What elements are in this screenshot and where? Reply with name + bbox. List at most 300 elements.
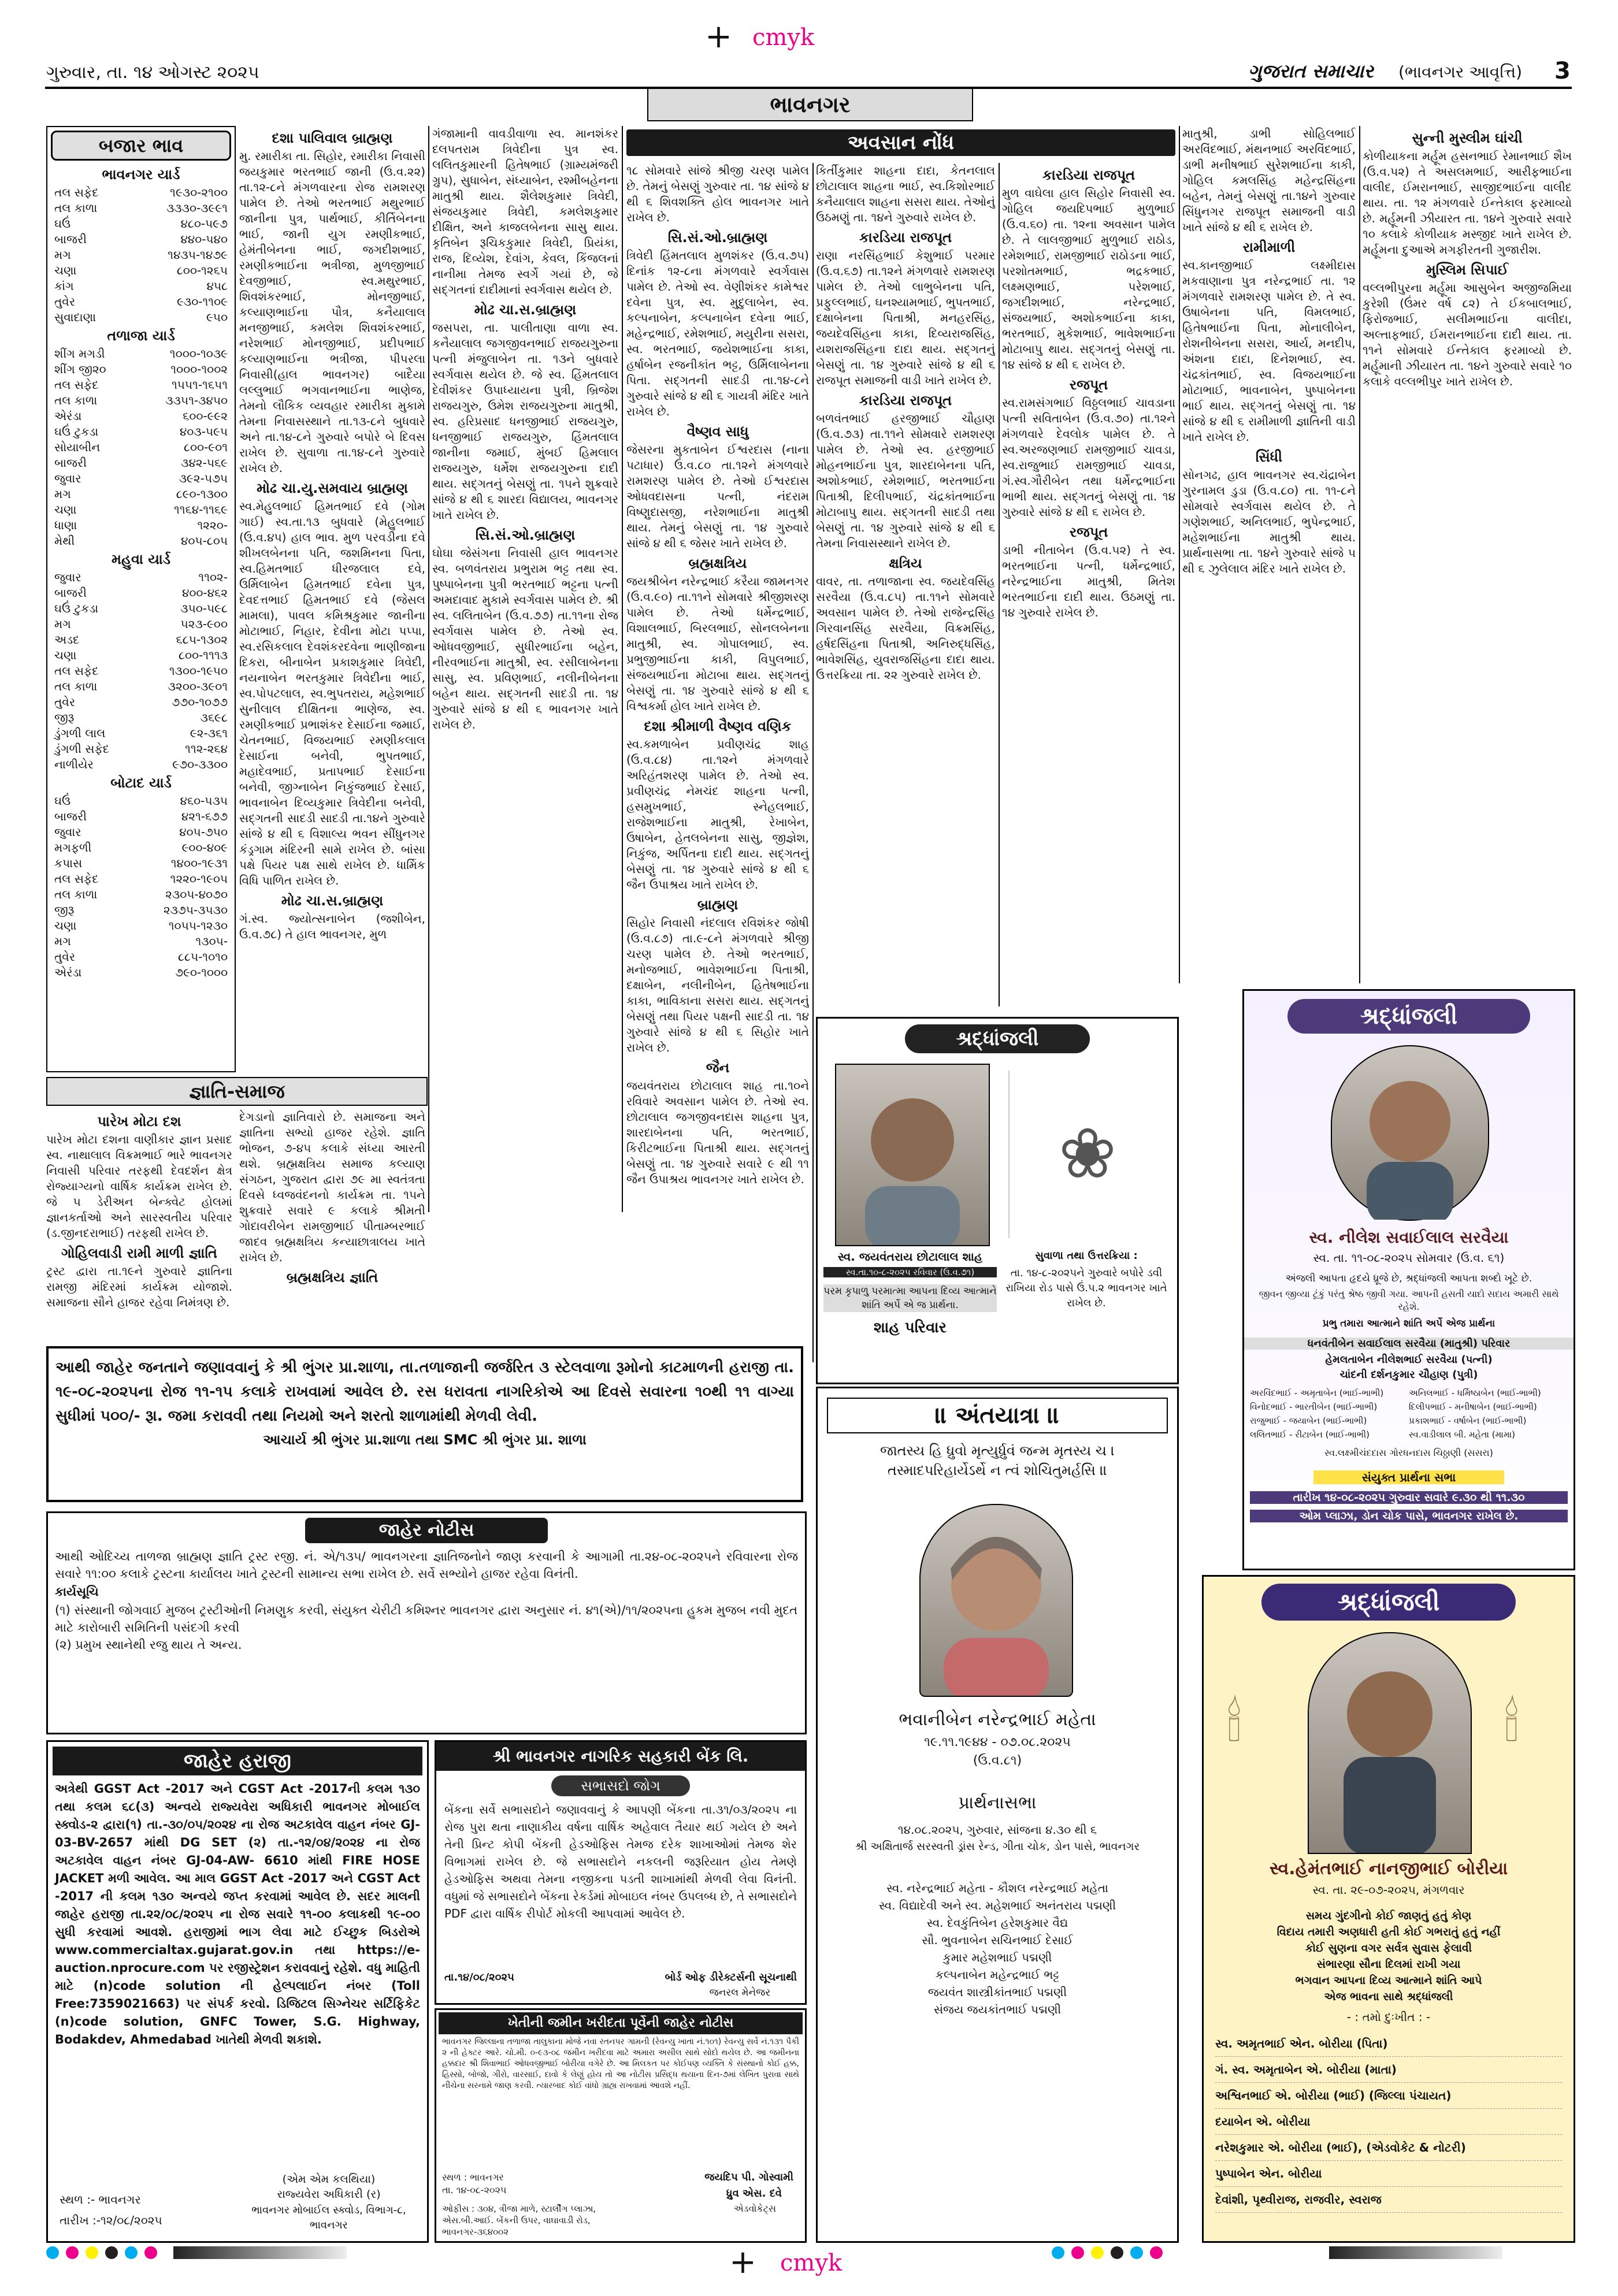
market-group-heading: તળાજા યાર્ડ bbox=[107, 328, 175, 344]
paper-name: ગુજરાત સમાચાર bbox=[1248, 60, 1374, 82]
antyatra-age: (ઉ.વ.૮૧) bbox=[973, 1753, 1022, 1768]
shraddhanjali-3-verse-6: એજ ભાવના સાથે શ્રદ્ધાંજલી bbox=[1324, 1990, 1453, 2003]
land-advocates-role: એડવોકેટ્સ bbox=[733, 2203, 776, 2214]
edition-label: (ભાવનગર આવૃત્તિ) bbox=[1398, 62, 1523, 81]
shraddhanjali-2-prayer-place: ઓમ પ્લાઝા, ડોન ચોક પાસે, ભાવનગર રાખેલ છે. bbox=[1250, 1510, 1568, 1522]
obituary-entry: વાવર, તા. તળાજાના સ્વ. જયદેવસિંહ સરવૈયા (ઉ.વ.૮૫) તા.૧૧ને સોમવારે અવસાન પામેલ છે. તેઓ રાજેન્દ્રસિંહ ગિરવાનસિંહ સરવૈયા, વિક્રમસિંહ, હર્ષદસિંહના પિતાશ્રી, અનિરુદ્ધસિંહ, ભાવેશસિંહ, યુવરાજસિંહના દાદા થાય. ઉત્તરક્રિયા તા. ૨૨ ગુરુવારે રાખેલ છે. bbox=[816, 574, 995, 682]
auction-place: સ્થળ :- ભાવનગર bbox=[60, 2193, 141, 2206]
commodity-price: ૧૪૩૫-૧૪૭૯ bbox=[168, 248, 228, 262]
antyatra-family-member: સ્વ. નરેન્દ્રભાઈ મહેતા - કૌશલ નરેન્દ્રભાઈ મહેતા bbox=[886, 1881, 1108, 1895]
shraddhanjali-1-details: તા. ૧૪-૮-૨૦૨૫ને ગુરુવારે બપોરે ડવી રાખિયા રોડ પાસે ઉં.૫.૨ ભાવનગર ખાતે રાખેલ છે. bbox=[1005, 1267, 1167, 1309]
market-row bbox=[51, 424, 231, 440]
market-row bbox=[51, 824, 231, 840]
obituary-entry: બળવંતભાઈ હરજીભાઈ ચૌહાણ (ઉ.વ.૭૩) તા.૧૧ને સોમવારે રામશરણ પામેલ છે. તેઓ સ્વ. હરજીભાઈ મોહનભાઈના પુત્ર, શારદાબેનના પતિ, અશોકભાઈ, રમેશભાઈ, ભરતભાઈના પિતાશ્રી, દિલીપભાઈ, ચંદ્રકાંતભાઈના મોટાબાપુ થાય. સદ્ગતની સાદડી તથા બેસણું તા. ૧૪ ગુરુવારે સાંજે ૪ થી ૬ તેમના નિવાસસ્થાને રાખેલ છે. bbox=[816, 411, 995, 550]
commodity-name: કાંગ bbox=[54, 279, 74, 293]
registration-dot bbox=[1091, 2246, 1104, 2259]
bank-signer: બોર્ડ ઓફ ડીરેક્ટર્સની સૂચનાથી bbox=[665, 1971, 797, 1983]
registration-gray-bar bbox=[1329, 2246, 1502, 2259]
registration-dot bbox=[1111, 2246, 1123, 2259]
page-title-text: ભાવનગર bbox=[770, 92, 851, 117]
market-table bbox=[51, 346, 231, 549]
antyatra-prayer-title: પ્રાર્થનાસભા bbox=[958, 1793, 1037, 1813]
registration-dot bbox=[46, 2246, 59, 2259]
col-divider bbox=[428, 126, 429, 1212]
commodity-name: સુવાદાણા bbox=[54, 310, 96, 324]
shraddhanjali-2-relatives bbox=[1250, 1386, 1568, 1441]
incense-icon: 🕯 bbox=[1504, 1692, 1519, 1753]
page-title bbox=[647, 89, 973, 121]
commodity-price: ૪૫૮ bbox=[206, 279, 228, 293]
market-row bbox=[51, 965, 231, 980]
market-row bbox=[51, 741, 231, 757]
obituary-entry: જયવંતરાય છોટાલાલ શાહ તા.૧૦ને રવિવારે અવસાન પામેલ છે. તેઓ સ્વ. છોટાલાલ જગજીવનદાસ શાહના પુત્ર, શારદાબેનના પતિ, ભરતભાઈ, કિરીટભાઈના પિતાશ્રી થાય. સદ્ગતનું બેસણું તા. ૧૪ ગુરુવારે સવારે ૯ થી ૧૧ જૈન ઉપાશ્રય ભાવનગર ખાતે રાખેલ છે. bbox=[626, 1079, 809, 1186]
market-row bbox=[51, 502, 231, 518]
commodity-name: તલ કાળા bbox=[54, 201, 98, 215]
obituary-entry: જેસરના મુકતાબેન ઈશ્વરદાસ (નાના પટાધાર) ઉં.વ.૮૦ તા.૧૨ને મંગળવારે રામશરણ પામેલ છે. તેઓ ઈશ્વરદાસ ઓધવદાસના પત્ની, નંદરામ વિષ્ણુદાસજી, નરેશભાઈના માતુશ્રી થાય. તેમનું બેસણું તા. ૧૪ ગુરુવારે સાંજે ૪ થી ૬ જેસર ખાતે રાખેલ છે. bbox=[626, 443, 809, 550]
antyatra-box bbox=[816, 1387, 1179, 2243]
obituary-entry: ત્રિવેદી હિંમતલાલ મુળશંકર (ઉ.વ.૭૫) દિનાંક ૧૨-૮ના મંગળવારે સ્વર્ગવાસ પામેલ છે. તેઓ સ્વ. વેણીશંકર કામેશ્વર દવેના પુત્ર, સ્વ. મુદુલાબેન, સ્વ. કલ્પનાબેન, કલ્પનાબેન દવેના ભાઈ, મહેન્દ્રભાઈ, રમેશભાઈ, મયુરીના સસરા, સ્વ. ભરતભાઈ, જયેશભાઈના કાકા, હર્ષાબેન રજનીકાંત ભટ્ટ, ઉર્મિલાબેનના પિતા. સદ્ગતની સાદડી તા.૧૪-૮ને ગુરુવારે સાંજે ૪ થી ૬ ગાયત્રી મંદિર ખાતે રાખેલ છે. bbox=[626, 248, 809, 418]
land-text: ભાવનગર જિલ્લાના તળાજા તાલુકાના મોજે નવા રતનપર ગામની (રેવન્યુ ખાતા નં.૧૦૧) રેવન્યુ સર્વે નં.૧૩૧ પૈકી ૨ ની હેક્ટર આરે. ચો.મી. ૦-૯૩-૦૮ જમીન ખરીદવા માટે અમારા અસીલ સાથે સોદો થયેલ છે. આ જમીનના હક્કદાર શ્રી શિવાભાઈ ઓધવજીભાઈ બોરીયા વગેરે છે. આ મિલકત પર કોઈપણ વ્યક્તિ કે સંસ્થાનો કોઈ હક્ક, હિસ્સો, બોજો, ગીરો, વારસાઈ, દાવો કે લેણું હોય તો આ નોટીસ પ્રસિદ્ધ થયાના દિન-૭માં લેખિત પુરાવા સાથે નીચેના સરનામે જાણ કરવી. ત્યારબાદ કોઈ વાંધો ગ્રાહ્ય રાખવામાં આવશે નહીં. bbox=[442, 2037, 799, 2090]
shraddhanjali-2-wife: હેમલતાબેન નીલેશભાઈ સરવૈયા (પત્ની) bbox=[1325, 1354, 1493, 1366]
obituary-heading: રજપૂત bbox=[1069, 524, 1108, 540]
market-row bbox=[51, 263, 231, 278]
commodity-price: ૯૭૦-૩૩૦૦ bbox=[172, 757, 228, 771]
agenda-item: (૧) સંસ્થાની જોગવાઈ મુજબ ટ્રસ્ટીઓની નિમણુક કરવી, સંયુક્ત ચેરીટી કમિશ્નર ભાવનગર દ્વારા અનુસાર નં. ૪૧(એ)/૧૧/૨૦૨૫ના હુકમ મુજબ નવી મુદત માટે કારોબારી સમિતિની પસંદગી કરવી bbox=[55, 1603, 798, 1634]
commodity-name: તલ કાળા bbox=[54, 887, 98, 901]
commodity-price: ૧૪૦૦-૧૯૩૧ bbox=[170, 856, 228, 870]
market-group-heading: ભાવનગર યાર્ડ bbox=[102, 166, 180, 183]
obituary-column-c bbox=[1002, 163, 1175, 1006]
bank-sub bbox=[551, 1775, 690, 1796]
shraddhanjali-2-family-head: ધનવંતીબેન સવાઈલાલ સરવૈયા (માતુશ્રી) પરિવાર bbox=[1244, 1338, 1574, 1350]
col-divider bbox=[812, 163, 814, 1362]
obituary-entry: મુળ વાઘેલા હાલ સિહોર નિવાસી સ્વ. ગોહિલ જયદિપભાઈ મુળુભાઈ (ઉ.વ.૬૦) તા. ૧૨ના અવસાન પામેલ છે. તે લાલજીભાઈ મુળુભાઈ રાઠોડ, રમેશભાઈ, રામજીભાઈ રાઠોડના ભાઈ, પરશોતમભાઈ, ભદ્રકભાઈ, લક્ષ્મણભાઈ, પરેશભાઈ, જગદીશભાઈ, નરેન્દ્રભાઈ, સંજયભાઈ, અશોકભાઈના કાકા, ભરતભાઈ, મુકેશભાઈ, ભાવેશભાઈના મોટાબાપુ થાય. સદ્ગતનું બેસણું તા. ૧૪ સાંજે ૪ થી ૬ રાખેલ છે. bbox=[1002, 186, 1175, 371]
obituary-heading: વૈષ્ણવ સાધુ bbox=[686, 423, 749, 440]
relative-entry: અનિલભાઈ - ધર્મિષ્ઠાબેન (ભાઈ-ભાભી) bbox=[1409, 1388, 1541, 1398]
gnati-heading-2: ગોહિલવાડી રામી માળી જ્ઞાતિ bbox=[61, 1245, 217, 1261]
shraddhanjali-3-dates: સ્વ. તા. ૨૯-૦૭-૨૦૨૫, મંગળવાર bbox=[1312, 1883, 1465, 1897]
page-number: 3 bbox=[1554, 58, 1571, 84]
auction-date: તારીખ :-૧૨/૦૮/૨૦૨૫ bbox=[60, 2213, 162, 2227]
portrait-man-icon bbox=[1332, 1046, 1488, 1220]
shraddhanjali-2-inlaws: સ્વ.લક્ષ્મીચંદદાસ ગોરધનદાસ ચિઠ્ઠાણી (સસરા) bbox=[1324, 1447, 1493, 1458]
commodity-name: શીંગ જી૨૦ bbox=[54, 362, 106, 376]
shraddhanjali-box-3 bbox=[1202, 1575, 1575, 2243]
commodity-price: ૩૫૦-૫૯૮ bbox=[180, 601, 228, 615]
col-divider bbox=[1359, 126, 1360, 983]
family-member: દેવાંશી, પૃથ્વીરાજ, રાજવીર, સ્વરાજ bbox=[1215, 2187, 1562, 2213]
market-row bbox=[51, 918, 231, 934]
obituary-heading: કારડિયા રાજપૂત bbox=[1042, 167, 1135, 183]
market-row bbox=[51, 294, 231, 310]
commodity-name: એરંડા bbox=[54, 409, 82, 423]
market-row bbox=[51, 887, 231, 902]
market-title bbox=[51, 131, 231, 161]
family-member: સ્વ. અમૃતભાઈ એન. બોરીયા (પિતા) bbox=[1215, 2031, 1562, 2057]
registration-dot bbox=[1052, 2246, 1064, 2259]
commodity-name: તલ સફેદ bbox=[54, 664, 99, 678]
land-place: સ્થળ : ભાવનગર bbox=[442, 2172, 504, 2183]
shraddhanjali-3-title-text: શ્રદ્ધાંજલી bbox=[1337, 1588, 1440, 1616]
shraddhanjali-3-title bbox=[1261, 1584, 1516, 1621]
bank-signer-role: જનરલ મેનેજર bbox=[709, 1987, 770, 1998]
commodity-price: ૩૬૯૮ bbox=[200, 711, 228, 725]
school-notice-signature: આચાર્ય શ્રી ભુંગર પ્રા.શાળા તથા SMC શ્રી ભુંગર પ્રા. શાળા bbox=[263, 1432, 587, 1448]
obituary-entry: કોળીયાકના મર્હૂમ હસનભાઈ રેમાનભાઈ શૈખ (ઉ.વ.૫૨) તે અસલમભાઈ, આરીફભાઈના વાલીદ, ઈમરાનભાઈ, સાજીદભાઈના વાલીદ થાય. તા. ૧૨ મંગળવારે ઈન્તેકાલ ફરમાવ્યો છે. મર્હૂમની ઝીયારત તા. ૧૪ને ગુરુવારે સવારે ૧૦ કલાકે કોળીયાક મસ્જીદ ખાતે રાખેલ છે. મર્હૂમના દુઆએ મગફીરતની ગુજારીશ. bbox=[1363, 149, 1572, 257]
gnati-heading-3: બ્રહ્મક્ષત્રિય જ્ઞાતિ bbox=[286, 1269, 378, 1286]
gnati-col-1 bbox=[46, 1109, 232, 1340]
commodity-price: ૩૯૨-૫૭૫ bbox=[179, 471, 228, 485]
shraddhanjali-1-verse: પરમ કૃપાળુ પરમાત્મા આપના દિવ્ય આત્માને શાંતિ અર્પે એ જ પ્રાર્થના. bbox=[823, 1286, 997, 1311]
obituary-entry: વલ્લભીપુરના મર્હૂમા આસુબેન અજીજમિયા કુરેશી (ઉંમર વર્ષ ૮૨) તે ઈકબાલભાઈ, ફિરોજભાઈ, સલીમભાઈના વાલીદા, અલ્તાફભાઈ, ઈમરાનભાઈના દાદી થાય. તા. ૧૧ને સોમવારે ઈન્તેકાલ ફરમાવ્યો છે. મર્હૂમાની ઝીયારત તા. ૧૪ને ગુરુવારે સવારે ૧૦ કલાકે વલ્લભીપુર ખાતે રાખેલ છે. bbox=[1363, 281, 1572, 388]
commodity-name: મગ bbox=[54, 248, 71, 262]
commodity-name: ઘઉં bbox=[54, 794, 71, 808]
registration-dot bbox=[66, 2246, 79, 2259]
shraddhanjali-1-family: શાહ પરિવાર bbox=[873, 1319, 947, 1336]
commodity-price: ૨૩૦૫-૪૦૭૦ bbox=[165, 887, 228, 901]
commodity-name: જીરૂ bbox=[54, 903, 75, 917]
public-notice-text: આથી ઓદિચ્ય તાળજા બ્રાહ્મણ જ્ઞાતિ ટ્રસ્ટ રજી. નં. એ/૧૩૫/ ભાવનગરના જ્ઞાતિજનોને જાણ કરવાની કે આગામી તા.૨૪-૦૮-૨૦૨૫ને રવિવારના રોજ સવારે ૧૧:૦૦ કલાકે ટ્રસ્ટના કાર્યાલય ખાતે ટ્રસ્ટની સામાન્ય સભા રાખેલ છે. સર્વે સભ્યોને હાજર રહેવા વિનંતી. bbox=[55, 1550, 798, 1581]
commodity-name: નાળીયેર bbox=[54, 757, 94, 771]
market-row bbox=[51, 585, 231, 601]
school-notice-box bbox=[46, 1346, 803, 1502]
registration-dot bbox=[1150, 2246, 1163, 2259]
commodity-price: ૧૦૦૦-૧૦૦૨ bbox=[170, 362, 228, 376]
obituary-entry: સ્વ.કમળાબેન પ્રવીણચંદ્ર શાહ (ઉ.વ.૮૪) તા.૧૨ને મંગળવારે અરિહંતશરણ પામેલ છે. તેઓ સ્વ. પ્રવીણચંદ્ર નેમચંદ શાહના પત્ની, હસમુખભાઈ, સ્નેહલભાઈ, રાજેશભાઈના માતુશ્રી, રેખાબેન, ઉષાબેન, હેતલબેનના સાસુ, જીજ્ઞેશ, નિકુંજ, અર્પિતના દાદી થાય. સદ્ગતનું બેસણું તા. ૧૪ ગુરુવારે સાંજે ૪ થી ૬ જૈન ઉપાશ્રય ખાતે રાખેલ છે. bbox=[626, 737, 809, 891]
market-row bbox=[51, 840, 231, 856]
antyatra-shloka-1: જાતસ્ય હિ ધ્રુવો મૃત્યુર્ધ્રુવં જન્મ મૃતસ્ય ચ । bbox=[879, 1443, 1115, 1459]
commodity-name: બાજરી bbox=[54, 456, 87, 470]
obituary-heading: કારડિયા રાજપૂત bbox=[859, 229, 952, 246]
market-row bbox=[51, 247, 231, 263]
antyatra-prayer-2: શ્રી અક્ષિતાર્જ સરસ્વતી ડ્રાંસ રેન્ડ, ગીતા ચોક, ડોન પાસે, ભાવનગર bbox=[855, 1840, 1140, 1853]
land-notice-box bbox=[435, 2008, 807, 2243]
obituary-column-a bbox=[626, 163, 809, 1362]
column-2 bbox=[239, 126, 425, 1070]
commodity-name: ઘઉં ટુકડા bbox=[54, 425, 99, 439]
shraddhanjali-2-verse-3: પ્રભુ તમારા આત્માને શાંતિ અર્પે એજ પ્રાર્થના bbox=[1322, 1318, 1495, 1329]
market-row bbox=[51, 518, 231, 533]
commodity-name: મગ bbox=[54, 617, 71, 631]
shraddhanjali-2-daughter: ચાંદની દર્શનકુમાર ચૌહાણ (પુત્રી) bbox=[1339, 1369, 1478, 1381]
shraddhanjali-1-title bbox=[905, 1024, 1090, 1053]
obituary-column-e bbox=[1363, 126, 1572, 983]
registration-dot bbox=[125, 2246, 138, 2259]
auction-box bbox=[46, 1740, 429, 2243]
obituary-heading: ક્ષત્રિય bbox=[889, 555, 922, 571]
market-row bbox=[51, 200, 231, 216]
commodity-price: ૪૨૧-૬૭૭ bbox=[181, 809, 228, 823]
family-member: પુષ્પાબેન એન. બોરીયા bbox=[1215, 2161, 1562, 2187]
shraddhanjali-3-verse-1: સમય ગુંદગીનો કોઈ જાણતું હતું કોણ bbox=[1305, 1909, 1472, 1922]
market-row bbox=[51, 632, 231, 648]
land-advocate-2: ધ્રુવ એસ. દવે bbox=[726, 2187, 782, 2200]
commodity-price: ૭૭૦-૧૦૭૭ bbox=[172, 695, 228, 709]
public-notice-title-text: જાહેર નોટીસ bbox=[378, 1520, 474, 1540]
commodity-name: તલ સફેદ bbox=[54, 872, 99, 886]
land-date: તા. ૧૪-૦૮-૨૦૨૫ bbox=[442, 2184, 507, 2195]
commodity-price: ૨૩૭૫-૩૫૩૦ bbox=[163, 903, 228, 917]
market-row bbox=[51, 216, 231, 232]
market-row bbox=[51, 185, 231, 200]
commodity-name: મગફળી bbox=[54, 841, 92, 855]
obituary-entry: સિહોર નિવાસી નંદલાલ રવિશંકર જોષી (ઉ.વ.૮૭) તા.૯-૮ને મંગળવારે શ્રીજી ચરણ પામેલ છે. તેઓ ભરતભાઈ, મનોજભાઈ, ભાવેશભાઈના પિતાશ્રી, દક્ષાબેન, નલીનીબેન, હિતેષભાઈના કાકા, ભાવિકાના સસરા થાય. સદ્ગતનું બેસણું તથા પિયર પક્ષની સાદડી તા. ૧૪ ગુરુવારે સાંજે ૪ થી ૬ સિહોર ખાતે રાખેલ છે. bbox=[626, 916, 809, 1054]
commodity-price: ૧૩૦૦-૧૯૫૦ bbox=[169, 664, 228, 678]
shraddhanjali-3-verse-5: ભગવાન આપના દિવ્ય આત્માને શાંતિ આપે bbox=[1295, 1974, 1482, 1987]
market-table bbox=[51, 185, 231, 325]
registration-dot bbox=[86, 2246, 98, 2259]
bank-date: તા.૧૪/૦૮/૨૦૨૫ bbox=[444, 1971, 514, 1983]
family-member: દયાબેન એ. બોરીયા bbox=[1215, 2109, 1562, 2135]
land-address: ઓફીસ : ૩૦૪, ત્રીજા માળે, સ્ટાર્લીંગ પ્લાઝા, એસ.બી.આઈ. બેંકની ઉપર, વાઘાવાડી રોડ, ભાવનગર-૩૬૪૦૦૨ bbox=[442, 2204, 596, 2237]
gnati-col-2 bbox=[239, 1109, 425, 1340]
market-table bbox=[51, 793, 231, 980]
registration-dot bbox=[1130, 2246, 1143, 2259]
commodity-price: ૩૩૫૧-૩૪૫૦ bbox=[165, 393, 228, 407]
shraddhanjali-2-photo bbox=[1331, 1045, 1489, 1221]
market-row bbox=[51, 377, 231, 393]
obituary-entry: ૧૮ સોમવારે સાંજે શ્રીજી ચરણ પામેલ છે. તેમનું બેસણું ગુરુવાર તા. ૧૪ સાંજે ૪ થી ૬ શિવશક્તિ હોલ ભાવનગર ખાતે રાખેલ છે. bbox=[626, 164, 809, 224]
commodity-price: ૮૯૦-૧૩૦૦ bbox=[176, 487, 228, 501]
antyatra-family-member: કુમાર મહેશભાઈ પદ્મણી bbox=[942, 1951, 1052, 1964]
market-box bbox=[46, 126, 236, 1072]
auction-text: અત્રેથી GGST Act -2017 અને CGST Act -2017ની કલમ ૧૩૦ તથા કલમ ૬૮(૩) અન્વયે રાજ્યવેરા અધિકારી ભાવનગર મોબાઈલ સ્ક્વોડ-૨ દ્વારા(૧) તા.-૩૦/૦૫/૨૦૨૪ ના રોજ અટકાવેલ વાહન નંબર GJ-03-BV-2657 માંથી DG SET (૨) તા.-૧૨/૦૪/૨૦૨૪ ના રોજ અટકાવેલ વાહન નંબર GJ-04-AW- 6610 માંથી FIRE HOSE JACKET મળી આવેલ. આ માલ GGST Act -2017 અને CGST Act -2017 ની કલમ ૧૩૦ અન્વયે જપ્ત કરવામાં આવેલ છે. સદર માલની જાહેર હરાજી તા.૨૨/૦૮/૨૦૨૫ ના રોજ સવારે ૧૧-૦૦ કલાકથી ૧૯-૦૦ સુધી કરવામાં આવશે. હરાજીમાં ભાગ લેવા માટે ઈચ્છુક બિડરોએ www.commercialtax.gujarat.gov.in તથા https://e-auction.nprocure.com પર રજીસ્ટ્રેશન કરાવવાનું રહેશે. વધુ માહિતી માટે (n)code solution ની હેલ્પલાઈન નંબર (Toll Free:7359021663) પર સંપર્ક કરવો. ડિજિટલ સિગ્નેચર સર્ટિફિકેટ (n)code solution, GNFC Tower, S.G. Highway, Bodakdev, Ahmedabad ખાતેથી મેળવી શકાશે. bbox=[55, 1782, 420, 2046]
market-row bbox=[51, 616, 231, 632]
shraddhanjali-3-verse-4: સંભારણા સૌના દિલમાં રાખી ગયા bbox=[1316, 1958, 1461, 1971]
market-row bbox=[51, 232, 231, 247]
market-row bbox=[51, 440, 231, 455]
commodity-price: ૮૦૦-૧૧૧૩ bbox=[178, 648, 228, 662]
commodity-name: ચણા bbox=[54, 503, 77, 517]
commodity-name: મગ bbox=[54, 934, 71, 948]
commodity-name: ડુંગળી લાલ bbox=[54, 726, 106, 740]
auction-sign-office: ભાવનગર મોબાઈલ સ્ક્વોડ, વિભાગ-૮, ભાવનગર bbox=[251, 2204, 406, 2231]
commodity-name: જુવાર bbox=[54, 471, 81, 485]
market-row bbox=[51, 570, 231, 585]
commodity-name: ઘઉં bbox=[54, 217, 71, 231]
antyatra-family-member: સૌ. ભુવનાબેન સચિનભાઈ દેસાઈ bbox=[922, 1933, 1073, 1947]
shraddhanjali-1-sub: સુવાળા તથા ઉત્તરક્રિયા : bbox=[1035, 1250, 1138, 1262]
commodity-price: ૯૫૦ bbox=[206, 310, 228, 324]
shraddhanjali-3-verse-3: કોઈ સુણના વગર સર્વત્ર સુવાસ ફેલાવી bbox=[1305, 1942, 1472, 1955]
commodity-price: ૩૪૨-૫૬૯ bbox=[181, 456, 228, 470]
shraddhanjali-box-2 bbox=[1242, 989, 1575, 1570]
registration-dot bbox=[1071, 2246, 1084, 2259]
antyatra-family-member: સ્વ. વિદ્યાદેવી અને સ્વ. મહેશભાઈ અનંતરાય પદ્મણી bbox=[878, 1899, 1116, 1912]
antyatra-prayer-1: ૧૪.૦૮.૨૦૨૫, ગુરુવાર, સાંજના ૪.૩૦ થી ૬ bbox=[897, 1823, 1097, 1837]
col3-text-1: ગંજામાની વાવડીવાળા સ્વ. માનશંકર દલપતરામ ત્રિવેદીના પુત્ર સ્વ. લલિતકુમારની હિતેષભાઈ (ગ્રામ્યમંજરી ગ્રુપ), સુધાબેન, સંધ્યાબેન, રશ્મીબહેનના માતુશ્રી થાય. શૈલેશકુમાર ત્રિવેદી, સંજયકુમાર ત્રિવેદી, કમલેશકુમાર દીક્ષિત, અને કાજલબેનના સાસુ થાય. કૃતિબેન રૂચિકકુમાર ત્રિવેદી, પ્રિયંકા, રાજ, દિવ્યેશ, દેવાંગ, કેવલ, કિંજલનાં નાનીમા તેમજ સ્વર્ગે ગયાં છે, જે સદ્ગતનાં દાદીમાનાં સ્વર્ગવાસ થયેલ છે. bbox=[432, 127, 618, 296]
obituary-heading: સિંધી bbox=[1255, 449, 1283, 465]
commodity-price: ૪૦૫-૮૦૫ bbox=[181, 534, 228, 548]
commodity-name: ઘઉં ટુકડા bbox=[54, 601, 99, 615]
obituary-heading: બ્રહ્મક્ષત્રિય bbox=[688, 555, 747, 571]
obituary-entry: રાણા નરસિંહભાઈ કેશુભાઈ પરમાર (ઉ.વ.૬૭) તા.૧૨ને મંગળવારે રામશરણ પામેલ છે. તેઓ લાભુબેનના પતિ, પ્રફુલ્લભાઈ, ઘનશ્યામભાઈ, ભુપતભાઈ, દક્ષાબેનના પિતાશ્રી, મનહરસિંહ, જયદેવસિંહના કાકા, દિવ્યરાજસિંહ, યશરાજસિંહના દાદા થાય. સદ્ગતનું બેસણું તા. ૧૪ ગુરુવારે સાંજે ૪ થી ૬ રાજપૂત સમાજની વાડી ખાતે રાખેલ છે. bbox=[816, 248, 995, 387]
commodity-price: ૩૩૩૦-૩૯૯૧ bbox=[166, 201, 228, 215]
market-row bbox=[51, 533, 231, 549]
commodity-name: ધાણા bbox=[54, 518, 77, 532]
market-row bbox=[51, 726, 231, 741]
commodity-price: ૪૦૦-૪૬૨ bbox=[181, 586, 228, 600]
commodity-price: ૪૮૦-૫૯૭ bbox=[180, 217, 228, 231]
commodity-name: જીરૂ bbox=[54, 711, 75, 725]
public-notice-title bbox=[305, 1518, 548, 1543]
auction-sign-name: (એમ એમ કલથિયા) bbox=[282, 2173, 376, 2186]
market-row bbox=[51, 679, 231, 694]
registration-mark-top: + bbox=[705, 18, 732, 55]
antyatra-title: ॥ અંતયાત્રા ॥ bbox=[827, 1398, 1168, 1433]
antyatra-family bbox=[818, 1879, 1177, 2018]
shraddhanjali-2-title bbox=[1287, 999, 1530, 1034]
antyatra-name: ભવાનીબેન નરેન્દ્રભાઈ મહેતા bbox=[899, 1710, 1096, 1730]
commodity-price: ૬૮૫-૧૩૦૨ bbox=[176, 633, 228, 647]
commodity-price: ૧૧૬૪-૧૧૬૯ bbox=[173, 503, 228, 517]
auction-sign-role: રાજ્યવેરા અધિકારી (ર) bbox=[277, 2188, 381, 2201]
commodity-name: તલ કાળા bbox=[54, 393, 98, 407]
market-row bbox=[51, 757, 231, 772]
col2-heading-1: દશા પાલિવાલ બ્રાહ્મણ bbox=[272, 130, 393, 146]
market-row bbox=[51, 793, 231, 809]
gnati-title-box bbox=[46, 1077, 428, 1106]
obituary-heading: મુસ્લિમ સિપાઈ bbox=[1426, 262, 1509, 278]
commodity-name: શીંગ મગડી bbox=[54, 347, 105, 361]
relative-entry: લલિતભાઈ - રીટાબેન (ભાઈ-ભાભી) bbox=[1250, 1429, 1370, 1440]
col2-text-1: મુ. રમારીકા તા. સિહોર, રમારીકા નિવાસી જયકુમાર ભરતભાઈ જાની (ઉ.વ.૨૨) તા.૧૨-૮ને મંગળવારના રોજ રામશરણ પામેલ છે. તેઓ ભરતભાઈ મથુરભાઈ જાનીના પુત્ર, પાર્થભાઈ, કીર્તિબેનના ભાઈ, જાની યુગ રમણીકભાઈ, હેમંતીબેનના ભાઈ, જગદીશભાઈ, રમણીકભાઈના ભત્રીજા, મુળજીભાઈ દેવજીભાઈ, સ્વ.મથુરભાઈ, શિવશંકરભાઈ, મોનજીભાઈ, કલ્યાણભાઈના પૌત્ર, કનૈયાલાલ મનજીભાઈ, કમલેશ શિવશંકરભાઈ, નરેશભાઈ મોનજીભાઈ, પ્રદીપભાઈ કલ્યાણભાઈના ભત્રીજા, પીપરલા નિવાસી(હાલ ભાવનગર) બાદૈયા લલ્લુભાઈ ભગવાનભાઈના ભાણેજ, તેમનો લૌકિક વ્યવહાર રમારીકા મુકામે તેમના નિવાસસ્થાને તા.૧૩-૮ને બુધવારે અને તા.૧૪-૮ને ગુરુવારે બપોરે બે દિવસ રાખેલ છે. સુવાળા તા.૧૪-૮ને ગુરુવારે રાખેલ છે. bbox=[239, 149, 425, 475]
portrait-woman-icon bbox=[921, 1505, 1072, 1696]
commodity-name: જુવાર bbox=[54, 825, 81, 839]
market-row bbox=[51, 310, 231, 325]
obituary-entry: સ્વ.કાનજીભાઈ લક્ષ્મીદાસ મકવાણાના પુત્ર નરેન્દ્રભાઈ તા. ૧૨ મંગળવારે રામશરણ પામેલ છે. તે સ્વ. ઉષાબેનના પતિ, વિમલભાઈ, હિતેષભાઈના પિતા, મોનાલીબેન, રોશનીબેનના સસરા, આર્ય, મનદીપ, અંશના દાદા, દિનેશભાઈ, સ્વ. ચંદ્રકાંતભાઈ, સ્વ. વિજયભાઈના મોટાભાઈ, ભાવનાબેન, પુષ્પાબેનના ભાઈ થાય. સદ્ગતનું બેસણું તા. ૧૪ સાંજે ૪ થી ૬ રામીમાળી જ્ઞાતિની વાડી ખાતે રાખેલ છે. bbox=[1182, 258, 1356, 444]
obituary-heading: કારડિયા રાજપૂત bbox=[859, 392, 952, 408]
commodity-price: ૧૩૦૫- bbox=[195, 934, 228, 948]
shraddhanjali-1-title-text: શ્રદ્ધાંજલી bbox=[956, 1027, 1039, 1050]
commodity-price: ૧૯૩૦-૨૧૦૦ bbox=[170, 185, 228, 199]
land-title-text: ખેતીની જમીન ખરીદતા પૂર્વેની જાહેર નોટીસ bbox=[507, 2016, 734, 2030]
commodity-price: ૪૦૫-૭૫૦ bbox=[179, 825, 228, 839]
col3-heading-2: મોઢ ચા.સ.બ્રાહ્મણ bbox=[474, 302, 577, 318]
portrait-man-icon bbox=[1309, 1633, 1471, 1853]
public-notice-agenda-title: કાર્યસૂચિ bbox=[55, 1585, 99, 1599]
market-row bbox=[51, 710, 231, 726]
antyatra-dates: ૧૯.૧૧.૧૯૪૪ - ૦૭.૦૮.૨૦૨૫ bbox=[924, 1735, 1071, 1749]
land-title bbox=[439, 2012, 803, 2034]
antyatra-family-member: જયવંત શાસ્ત્રીકાંતભાઈ પદ્મણી bbox=[927, 1985, 1067, 1999]
market-row bbox=[51, 601, 231, 616]
obituary-heading: બ્રાહ્મણ bbox=[697, 897, 739, 913]
family-member: ગં. સ્વ. અમૃતાબેન એ. બોરીયા (માતા) bbox=[1215, 2057, 1562, 2083]
relative-entry: અરવિંદભાઈ - અમૃતાબેન (ભાઈ-ભાભી) bbox=[1250, 1388, 1384, 1398]
market-row bbox=[51, 809, 231, 824]
shraddhanjali-2-prayer-details: તારીખ ૧૪-૦૮-૨૦૨૫ ગુરુવાર સવારે ૯.૩૦ થી ૧૧.૩૦ bbox=[1250, 1491, 1568, 1504]
col-divider bbox=[1179, 126, 1180, 983]
incense-icon: 🕯 bbox=[1227, 1692, 1242, 1753]
commodity-price: ૭૯૦-૧૦૦૦ bbox=[175, 965, 228, 979]
commodity-price: ૯૩૦-૧૧૦૯ bbox=[177, 295, 228, 309]
market-row bbox=[51, 408, 231, 424]
obituary-heading: રજપૂત bbox=[1069, 377, 1108, 393]
relative-entry: રાજુભાઈ - જયાબેન (ભાઈ-ભાભી) bbox=[1250, 1416, 1367, 1426]
market-table bbox=[51, 570, 231, 772]
antyatra-family-member: કલ્પનાબેન મહેન્દ્રભાઈ ભટ્ટ bbox=[935, 1968, 1060, 1982]
commodity-name: તલ કાળા bbox=[54, 679, 98, 693]
bank-sub-text: સભાસદો જોગ bbox=[581, 1778, 660, 1794]
market-row bbox=[51, 934, 231, 949]
family-member: નરેશકુમાર એ. બોરીયા (ભાઈ), (એડવોકેટ & નોટરી) bbox=[1215, 2135, 1562, 2161]
agenda-item: (૨) પ્રમુખ સ્થાનેથી રજુ થાય તે અન્ય. bbox=[55, 1638, 242, 1652]
col3-text-2: જસપરા, તા. પાલીતાણા વાળા સ્વ. કનૈયાલાલ જગજીવનભાઈ રાજયગુરુના પત્ની મંજુલાબેન તા. ૧૩ને બુધવારે સ્વર્ગવાસ થયેલ છે. જે સ્વ. હિંમતલાલ દેવીશંકર ઉપાધ્યાયના પુત્રી, બ્રિજેશ રાજયગુરુ, ઉમેશ રાજયગુરુના માતુશ્રી, સ્વ. હરિપ્રસાદ ધનજીભાઈ રાજયગુરુ, ધનજીભાઈ રાજયગુરુ, હિંમતલાલ જાનીના જમાઈ, મુંબઈ હિમલાલ રાજયગુરુ, ધર્મેશ રાજયગુરુના દાદી થાય. સદ્ગતનું બેસણું તા. ૧૫ને શુક્રવારે સાંજે ૪ થી ૬ શારદા વિદ્યાલય, ભાવનગર ખાતે રાખેલ છે. bbox=[432, 321, 618, 522]
market-row bbox=[51, 694, 231, 710]
decorative-rose-icon: ❀ bbox=[1008, 1071, 1166, 1238]
market-row bbox=[51, 362, 231, 377]
relative-entry: દિલીપભાઈ - મનીષાબેન (ભાઈ-ભાભી) bbox=[1409, 1402, 1537, 1412]
bank-notice-box bbox=[435, 1740, 807, 2005]
commodity-price: ૧૫૫૧-૧૬૫૧ bbox=[171, 378, 228, 392]
page-date: ગુરુવાર, તા. ૧૪ ઓગસ્ટ ૨૦૨૫ bbox=[46, 62, 259, 83]
commodity-price: ૪૬૦-૫૩૫ bbox=[180, 794, 228, 808]
col2-text-2: સ્વ.મેહુલભાઈ હિમતભાઈ દવે (ગોમ ગાઈ) સ્વ.તા.૧૩ બુધવારે (મેહુલભાઈ (ઉ.વ.૪૫) હાલ ભાવ. મુળ પરવડીના દવે શીખલબેનના પતિ, જશમિનના પિતા, સ્વ.હિમતભાઈ ધીરજલાલ દવે, ઉર્મિલાબેન હિમતભાઈ દવેના પુત્ર, દેવદત્તભાઈ હિમતભાઈ દવે (જેસલ મામલા), પાવલ કમિશ્રકુમાર જાનીના મોટાભાઈ, નિહાર, દેવીના મોટા પપ્પા, સ્વ.રસિકલાલ દેવશંકરદવેના ભાણીજાના દિકરા, બીનાબેન પ્રકાશકુમાર ત્રિવેદી, નયનાબેન ભરતકુમાર ત્રિવેદીના ભાઈ, સ્વ.પોપટલાલ, સ્વ.ભુપતરાય, મહેશભાઈ સુનીલાલ દીક્ષિતના ભાણેજ, સ્વ. રમણીકભાઈ પ્રભાશંકર દેસાઈના જમાઈ, ચેતનભાઈ, વિજયભાઈ રમણીકલાલ દેસાઈના બનેવી, ભુપતભાઈ, મહાદેવભાઈ, પ્રતાપભાઈ દેસાઈના બનેવી, જીગ્નાબેન નિકુંજભાઈ દેસાઈ, ભાવનાબેન દિવ્યકુમાર ત્રિવેદીના બનેવી, સદ્ગતની સાદડી સાદડી તા.૧૪ને ગુરુવારે સાંજે ૪ થી ૬ વિશાલ્ય ભવન સીંધુનગર કંડ્રગામ મંદિરની સામે રાખેલ છે. બાંસા પક્ષે પિયર પક્ષ સાથે રાખેલ છે. ધાર્મિક વિધિ પાળિત રાખેલ છે. bbox=[239, 499, 425, 887]
commodity-name: મગ bbox=[54, 487, 71, 501]
auction-title bbox=[53, 1747, 422, 1775]
shraddhanjali-3-photo bbox=[1308, 1632, 1472, 1854]
registration-dot bbox=[105, 2246, 118, 2259]
market-row bbox=[51, 949, 231, 965]
school-notice-text: આથી જાહેર જનતાને જણાવવાનું કે શ્રી ભુંગર પ્રા.શાળા, તા.તળાજાની જર્જરિત ૩ સ્ટેલવાળા રૂમોનો કાટમાળની હરાજી તા. ૧૯-૦૮-૨૦૨૫ના રોજ ૧૧-૧૫ કલાકે રાખવામાં આવેલ છે. રસ ધરાવતા નાગરિકોએ આ દિવસે સવારના ૧૦થી ૧૧ વાગ્યા સુધીમાં ૫૦૦/- રૂા. જમા કરાવવી તથા નિયમો અને શરતો શાળામાંથી મેળવી લેવી. bbox=[55, 1359, 794, 1425]
commodity-name: તુવેર bbox=[54, 950, 76, 964]
commodity-name: અડદ bbox=[54, 633, 80, 647]
public-notice-agenda bbox=[55, 1602, 798, 1654]
obituary-title-bar bbox=[626, 129, 1175, 156]
market-row bbox=[51, 871, 231, 887]
obituary-column-d bbox=[1182, 126, 1356, 983]
commodity-price: ૯૨-૩૬૧ bbox=[190, 726, 228, 740]
obituary-column-b bbox=[816, 163, 995, 1006]
col3-heading-3: સિ.સં.ઓ.બ્રાહ્મણ bbox=[475, 527, 576, 543]
obituary-title: અવસાન નોંધ bbox=[847, 131, 955, 154]
commodity-name: તલ સફેદ bbox=[54, 185, 99, 199]
gnati-title: જ્ઞાતિ-સમાજ bbox=[189, 1080, 285, 1102]
shraddhanjali-2-verse-1: અંજલી આપતા હૃદયે ધ્રૂજે છે, શ્રદ્ધાંજલી આપતા શબ્દો ખૂટે છે. bbox=[1285, 1273, 1532, 1284]
obituary-entry: ડાભી નીતાબેન (ઉ.વ.૫૨) તે સ્વ. ભરતભાઈના પત્ની, ધર્મેન્દ્રભાઈ, નરેન્દ્રભાઈના માતુશ્રી, મિતેશ ભરતભાઈના દાદી થાય. ઉઠમણું તા. ૧૪ ગુરુવારે રાખેલ છે. bbox=[1002, 543, 1175, 619]
commodity-price: ૪૦૩-૫૯૫ bbox=[179, 425, 228, 439]
commodity-name: તલ સફેદ bbox=[54, 378, 99, 392]
shraddhanjali-2-dates: સ્વ. તા. ૧૧-૦૮-૨૦૨૫ સોમવાર (ઉ.વ. ૬૧) bbox=[1313, 1251, 1505, 1265]
commodity-name: બાજરી bbox=[54, 809, 87, 823]
commodity-name: તુવેર bbox=[54, 695, 76, 709]
gnati-text-1: પારેખ મોટા દશના વાણીકાર જ્ઞાન પ્રસાદ સ્વ. નાથાલાલ વિક્રમભાઈ ભારે ભાવનગર નિવાસી પરિવાર તરફથી દેવદર્શન ક્ષેત્ર રોજ્યાગ્યનો વાર્ષિક કાર્યક્રમ રાખેલ છે. જે ૫ ડેરીઅન બેન્ક્વેટ હોલમાં જ્ઞાનકર્તાઓ અને સારસ્વતીય પરિવાર (ડ.જીનદરાભાઈ) તરફથી રાખેલ છે. bbox=[46, 1132, 232, 1240]
commodity-price: ૯૦૦-૪૦૯ bbox=[181, 841, 228, 855]
col-divider bbox=[999, 163, 1000, 1006]
relative-entry: પ્રકાશભાઈ - વર્ષાબેન (ભાઈ-ભાભી) bbox=[1409, 1416, 1527, 1426]
obituary-heading: જૈન bbox=[706, 1060, 730, 1076]
market-row bbox=[51, 486, 231, 502]
commodity-name: ડુંગળી સફેદ bbox=[54, 742, 109, 756]
shraddhanjali-3-verse-2: વિદાય તમારી અણધારી હતી કોઈ ગભરાતું હતું નહીં bbox=[1276, 1926, 1501, 1938]
market-title-text: બજાર ભાવ bbox=[98, 135, 184, 157]
commodity-price: ૧૨૨૦-૧૯૦૫ bbox=[170, 872, 228, 886]
market-row bbox=[51, 902, 231, 918]
market-row bbox=[51, 663, 231, 679]
col-divider bbox=[622, 126, 623, 1212]
registration-mark-bottom: + bbox=[729, 2243, 756, 2281]
market-groups bbox=[47, 164, 235, 980]
commodity-price: ૮૮૫-૧૦૧૦ bbox=[177, 950, 228, 964]
commodity-name: ચણા bbox=[54, 919, 77, 932]
antyatra-family-member: સ્વ. દેવકુંતિબેન હરેશકુમાર વૈદ્ય bbox=[926, 1916, 1068, 1930]
gnati-text-2: ટ્રસ્ટ દ્વારા તા.૧૯ને ગુરુવારે જ્ઞાતિના રામજી મંદિરમાં કાર્યક્રમ યોજાશે. સમાજના સૌને હાજર રહેવા નિમંત્રણ છે. bbox=[46, 1264, 232, 1309]
shraddhanjali-2-prayer-title: સંયુક્ત પ્રાર્થના સભા bbox=[1313, 1470, 1504, 1484]
column-3 bbox=[432, 126, 618, 1212]
col2-heading-3: મોઢ ચા.સ.બ્રાહ્મણ bbox=[281, 893, 384, 909]
cmyk-label-bottom: cmyk bbox=[780, 2250, 843, 2276]
